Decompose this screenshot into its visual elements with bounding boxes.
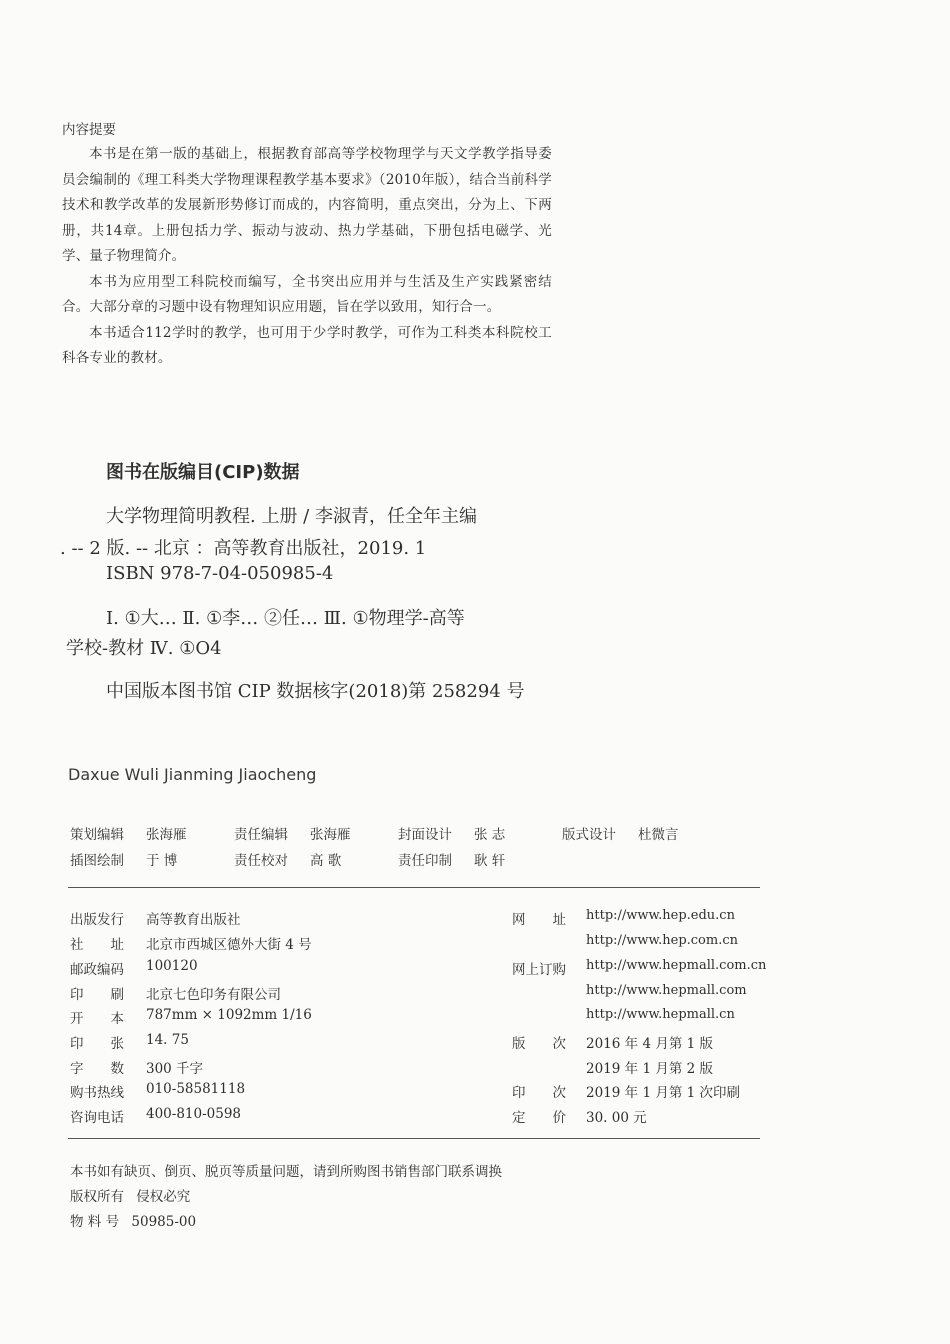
pub-label: 购书热线 bbox=[70, 1085, 124, 1101]
staff-value: 高 歌 bbox=[310, 853, 342, 869]
staff-label: 责任校对 bbox=[234, 853, 288, 869]
pub-row bbox=[70, 1057, 204, 1077]
pub-value: 北京市西城区德外大街 4 号 bbox=[146, 937, 312, 953]
pub-value: 787mm × 1092mm 1/16 bbox=[146, 1007, 312, 1023]
staff-credit bbox=[234, 849, 342, 869]
staff-credit bbox=[398, 823, 506, 843]
pub-label: 开 本 bbox=[70, 1011, 124, 1027]
edition-2: 2019 年 1 月第 2 版 bbox=[586, 1061, 713, 1077]
order-url-2: http://www.hepmall.com bbox=[586, 983, 747, 998]
pub-row bbox=[70, 1106, 242, 1126]
pub-row bbox=[70, 1081, 246, 1101]
order-url-1: http://www.hepmall.com.cn bbox=[586, 958, 767, 973]
pub-label: 印 刷 bbox=[70, 987, 124, 1003]
summary-paragraph: 本书适合112学时的教学，也可用于少学时教学，可作为工科类本科院校工科各专业的教材。 bbox=[62, 324, 552, 366]
pub-value: 100120 bbox=[146, 958, 198, 974]
cip-title: 图书在版编目(CIP)数据 bbox=[106, 462, 300, 483]
cip-isbn: ISBN 978-7-04-050985-4 bbox=[106, 563, 334, 584]
pub-label: 咨询电话 bbox=[70, 1110, 124, 1126]
staff-label: 责任印制 bbox=[398, 853, 452, 869]
pub-label: 社 址 bbox=[70, 937, 124, 953]
staff-value: 张海雁 bbox=[310, 827, 351, 843]
pub-label: 邮政编码 bbox=[70, 962, 124, 978]
web-url-1: http://www.hep.edu.cn bbox=[586, 908, 735, 923]
pub-row bbox=[70, 958, 198, 978]
pub-label: 字 数 bbox=[70, 1061, 124, 1077]
divider-top bbox=[68, 887, 760, 888]
staff-value: 杜微言 bbox=[638, 827, 679, 843]
staff-credit bbox=[70, 849, 178, 869]
summary-body bbox=[62, 142, 552, 372]
material-value: 50985-00 bbox=[131, 1214, 197, 1230]
pub-row bbox=[70, 1007, 312, 1027]
staff-credit bbox=[562, 823, 679, 843]
pub-row bbox=[70, 933, 312, 953]
pub-value: 010-58581118 bbox=[146, 1081, 246, 1097]
pub-value: 高等教育出版社 bbox=[146, 912, 241, 928]
pub-label: 印 张 bbox=[70, 1036, 124, 1052]
staff-label: 插图绘制 bbox=[70, 853, 124, 869]
pub-label: 出版发行 bbox=[70, 912, 124, 928]
order-label: 网上订购 bbox=[512, 962, 566, 978]
web-label: 网 址 bbox=[512, 912, 566, 928]
edition-label: 版 次 bbox=[512, 1036, 566, 1052]
staff-value: 于 博 bbox=[146, 853, 178, 869]
web-url-2: http://www.hep.com.cn bbox=[586, 933, 738, 948]
staff-credit bbox=[398, 849, 506, 869]
cip-classification-line-1: Ⅰ. ①大… Ⅱ. ①李… ②任… Ⅲ. ①物理学-高等 bbox=[106, 608, 465, 629]
price-label: 定 价 bbox=[512, 1110, 566, 1126]
copyright-label: 版权所有 bbox=[70, 1189, 124, 1205]
staff-value: 张海雁 bbox=[146, 827, 187, 843]
pub-row bbox=[70, 983, 281, 1003]
cip-classification-line-2: 学校-教材 Ⅳ. ①O4 bbox=[66, 638, 222, 659]
staff-value: 张 志 bbox=[474, 827, 506, 843]
printing-value: 2019 年 1 月第 1 次印刷 bbox=[586, 1085, 740, 1101]
material-label: 物 料 号 bbox=[70, 1214, 120, 1230]
price-value: 30. 00 元 bbox=[586, 1110, 647, 1126]
pinyin-title: Daxue Wuli Jianming Jiaocheng bbox=[68, 765, 317, 784]
quality-notice: 本书如有缺页、倒页、脱页等质量问题，请到所购图书销售部门联系调换 bbox=[70, 1164, 502, 1180]
pub-value: 400-810-0598 bbox=[146, 1106, 242, 1122]
staff-value: 耿 轩 bbox=[474, 853, 506, 869]
pub-row bbox=[70, 1032, 189, 1052]
printing-label: 印 次 bbox=[512, 1085, 566, 1101]
divider-bottom bbox=[68, 1138, 760, 1139]
summary-title: 内容提要 bbox=[62, 122, 116, 138]
summary-paragraph: 本书是在第一版的基础上，根据教育部高等学校物理学与天文学教学指导委员会编制的《理工科类大学物理课程教学基本要求》（2010年版），结合当前科学技术和教学改革的发展新形势修订而成的，内容简明，重点突出，分为上、下两册，共14章。上册包括力学、振动与波动、热力学基础，下册包括电磁学、光学、量子物理简介。 bbox=[62, 146, 552, 264]
order-url-3: http://www.hepmall.cn bbox=[586, 1007, 735, 1022]
staff-label: 策划编辑 bbox=[70, 827, 124, 843]
staff-credit bbox=[234, 823, 351, 843]
pub-value: 300 千字 bbox=[146, 1061, 204, 1077]
pub-row bbox=[70, 908, 241, 928]
staff-label: 责任编辑 bbox=[234, 827, 288, 843]
material-row bbox=[70, 1210, 196, 1230]
cip-edition-line: . -- 2 版. -- 北京 ：高等教育出版社，2019. 1 bbox=[60, 538, 427, 559]
pub-value: 14. 75 bbox=[146, 1032, 189, 1048]
staff-credit bbox=[70, 823, 187, 843]
cip-approval-number: 中国版本图书馆 CIP 数据核字(2018)第 258294 号 bbox=[106, 681, 525, 702]
copyright-value: 侵权必究 bbox=[136, 1189, 191, 1205]
copyright-row bbox=[70, 1185, 190, 1205]
edition-1: 2016 年 4 月第 1 版 bbox=[586, 1036, 713, 1052]
staff-label: 封面设计 bbox=[398, 827, 452, 843]
staff-label: 版式设计 bbox=[562, 827, 616, 843]
cip-book-title-line: 大学物理简明教程. 上册 / 李淑青，任全年主编 bbox=[106, 506, 477, 527]
summary-paragraph: 本书为应用型工科院校而编写，全书突出应用并与生活及生产实践紧密结合。大部分章的习题中设有物理知识应用题，旨在学以致用，知行合一。 bbox=[62, 273, 552, 315]
pub-value: 北京七色印务有限公司 bbox=[146, 987, 281, 1003]
